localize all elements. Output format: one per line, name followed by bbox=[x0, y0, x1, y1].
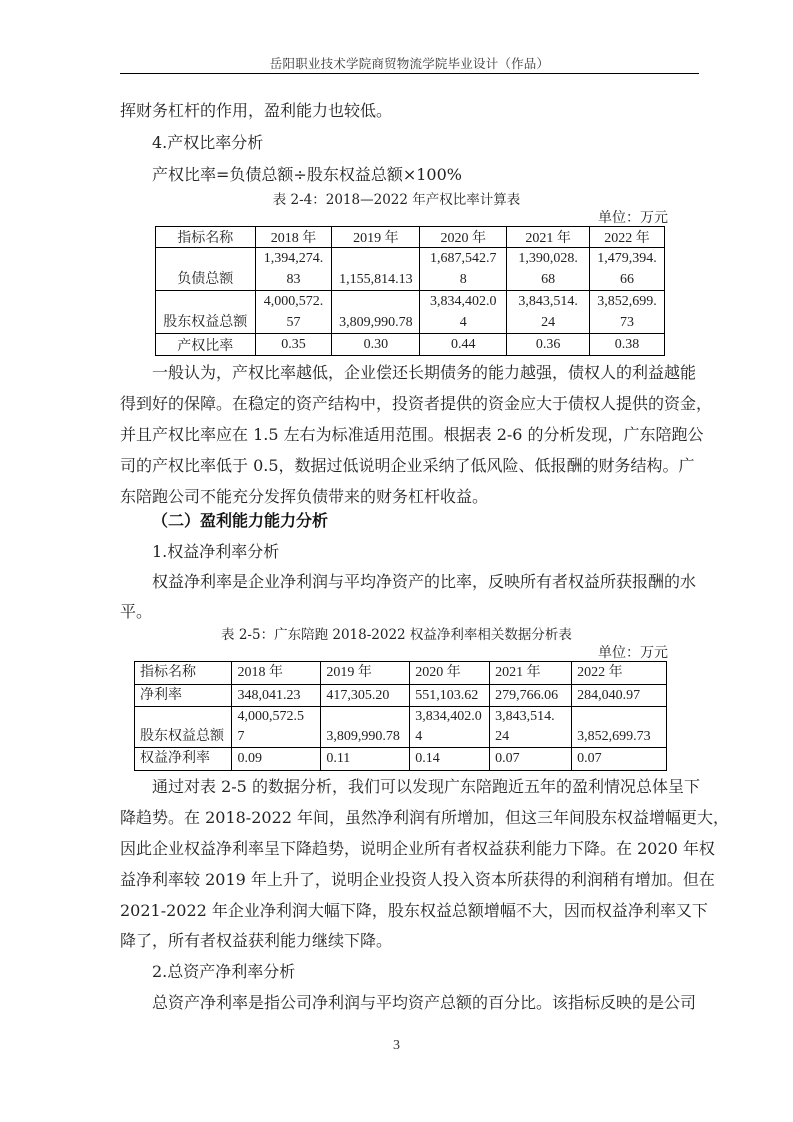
table-row bbox=[135, 685, 667, 707]
row-label: 净利率 bbox=[135, 685, 232, 707]
running-header: 岳阳职业技术学院商贸物流学院毕业设计（作品） bbox=[269, 56, 550, 71]
row-label: 权益净利率 bbox=[135, 748, 232, 771]
paragraph-line: 降了，所有者权益获利能力继续下降。 bbox=[120, 931, 393, 950]
table-cell: 0.35 bbox=[255, 334, 332, 356]
column-header: 2020 年 bbox=[420, 227, 507, 248]
subheading-roe: 1.权益净利率分析 bbox=[152, 542, 280, 561]
paragraph-line: 益净利率较 2019 年上升了，说明企业投资人投入资本所获得的利润稍有增加。但在 bbox=[120, 870, 715, 889]
table-cell: 1,687,542.7 8 bbox=[420, 248, 507, 291]
table-row bbox=[156, 291, 665, 334]
table-cell: 4,000,572. 57 bbox=[255, 291, 332, 334]
paragraph-line: 一般认为，产权比率越低，企业偿还长期债务的能力越强，债权人的利益越能 bbox=[152, 363, 697, 382]
table-cell: 0.44 bbox=[420, 334, 507, 356]
table-row bbox=[135, 707, 667, 748]
page-number: 3 bbox=[393, 1038, 400, 1053]
table-cell: 0.36 bbox=[507, 334, 590, 356]
table-row bbox=[156, 334, 665, 356]
paragraph-line: 总资产净利率是指公司净利润与平均资产总额的百分比。该指标反映的是公司 bbox=[152, 993, 697, 1012]
table1-unit: 单位：万元 bbox=[598, 210, 668, 226]
equity-ratio-formula: 产权比率=负债总额÷股东权益总额×100% bbox=[152, 165, 462, 184]
paragraph-line: 通过对表 2-5 的数据分析，我们可以发现广东陪跑近五年的盈利情况总体呈下 bbox=[152, 777, 700, 796]
table-cell: 0.11 bbox=[321, 748, 410, 771]
row-label: 股东权益总额 bbox=[135, 707, 232, 748]
header-rule bbox=[120, 73, 699, 74]
table-cell: 3,809,990.78 bbox=[332, 291, 420, 334]
paragraph-line: 降趋势。在 2018-2022 年间，虽然净利润有所增加，但这三年间股东权益增幅更大， bbox=[120, 808, 730, 827]
roe-table bbox=[134, 661, 667, 771]
row-label: 产权比率 bbox=[156, 334, 256, 356]
table2-unit: 单位：万元 bbox=[598, 645, 668, 661]
table-cell: 0.09 bbox=[232, 748, 321, 771]
column-header: 2020 年 bbox=[410, 662, 490, 685]
table-cell: 3,834,402.0 4 bbox=[420, 291, 507, 334]
table-cell: 551,103.62 bbox=[410, 685, 490, 707]
table-cell: 3,809,990.78 bbox=[321, 707, 410, 748]
subheading-equity-ratio: 4.产权比率分析 bbox=[152, 133, 264, 152]
column-header: 2022 年 bbox=[590, 227, 665, 248]
paragraph-line: 因此企业权益净利率呈下降趋势，说明企业所有者权益获利能力下降。在 2020 年权 bbox=[120, 839, 715, 858]
column-header: 2021 年 bbox=[507, 227, 590, 248]
column-header: 2021 年 bbox=[490, 662, 572, 685]
table-cell: 1,390,028. 68 bbox=[507, 248, 590, 291]
table-header-row bbox=[156, 227, 665, 248]
paragraph-line: 2021-2022 年企业净利润大幅下降，股东权益总额增幅不大，因而权益净利率又下 bbox=[120, 901, 708, 920]
table-cell: 3,834,402.0 4 bbox=[410, 707, 490, 748]
table-cell: 348,041.23 bbox=[232, 685, 321, 707]
table-cell: 279,766.06 bbox=[490, 685, 572, 707]
paragraph-line: 司的产权比率低于 0.5，数据过低说明企业采纳了低风险、低报酬的财务结构。广 bbox=[120, 456, 695, 475]
table-cell: 1,155,814.13 bbox=[332, 248, 420, 291]
column-header: 指标名称 bbox=[135, 662, 232, 685]
table-cell: 0.14 bbox=[410, 748, 490, 771]
row-label: 股东权益总额 bbox=[156, 291, 256, 334]
section-heading-profitability: （二）盈利能力能力分析 bbox=[152, 511, 329, 530]
column-header: 2022 年 bbox=[572, 662, 667, 685]
table-cell: 0.07 bbox=[572, 748, 667, 771]
table-cell: 3,843,514. 24 bbox=[490, 707, 572, 748]
paragraph-line: 平。 bbox=[120, 602, 153, 621]
continued-paragraph-line: 挥财务杠杆的作用，盈利能力也较低。 bbox=[120, 101, 393, 120]
table-cell: 0.38 bbox=[590, 334, 665, 356]
table-cell: 417,305.20 bbox=[321, 685, 410, 707]
column-header: 2019 年 bbox=[321, 662, 410, 685]
row-label: 负债总额 bbox=[156, 248, 256, 291]
column-header: 2019 年 bbox=[332, 227, 420, 248]
paragraph-line: 得到好的保障。在稳定的资产结构中，投资者提供的资金应大于债权人提供的资金， bbox=[120, 394, 713, 413]
column-header: 2018 年 bbox=[255, 227, 332, 248]
paragraph-line: 东陪跑公司不能充分发挥负债带来的财务杠杆收益。 bbox=[120, 487, 489, 506]
table-header-row bbox=[135, 662, 667, 685]
table-cell: 3,852,699. 73 bbox=[590, 291, 665, 334]
table2-caption: 表 2-5：广东陪跑 2018-2022 权益净利率相关数据分析表 bbox=[221, 627, 572, 643]
table1-caption: 表 2-4：2018—2022 年产权比率计算表 bbox=[272, 192, 521, 208]
table-row bbox=[135, 748, 667, 771]
column-header: 指标名称 bbox=[156, 227, 256, 248]
table-cell: 4,000,572.5 7 bbox=[232, 707, 321, 748]
column-header: 2018 年 bbox=[232, 662, 321, 685]
equity-ratio-table bbox=[155, 226, 665, 356]
paragraph-line: 权益净利率是企业净利润与平均净资产的比率，反映所有者权益所获报酬的水 bbox=[152, 572, 697, 591]
subheading-roa: 2.总资产净利率分析 bbox=[152, 962, 296, 981]
table-cell: 1,479,394. 66 bbox=[590, 248, 665, 291]
table-row bbox=[156, 248, 665, 291]
table-cell: 284,040.97 bbox=[572, 685, 667, 707]
table-cell: 3,843,514. 24 bbox=[507, 291, 590, 334]
table-cell: 1,394,274. 83 bbox=[255, 248, 332, 291]
table-cell: 0.30 bbox=[332, 334, 420, 356]
table-cell: 3,852,699.73 bbox=[572, 707, 667, 748]
table-cell: 0.07 bbox=[490, 748, 572, 771]
paragraph-line: 并且产权比率应在 1.5 左右为标准适用范围。根据表 2-6 的分析发现，广东陪跑公 bbox=[120, 425, 704, 444]
